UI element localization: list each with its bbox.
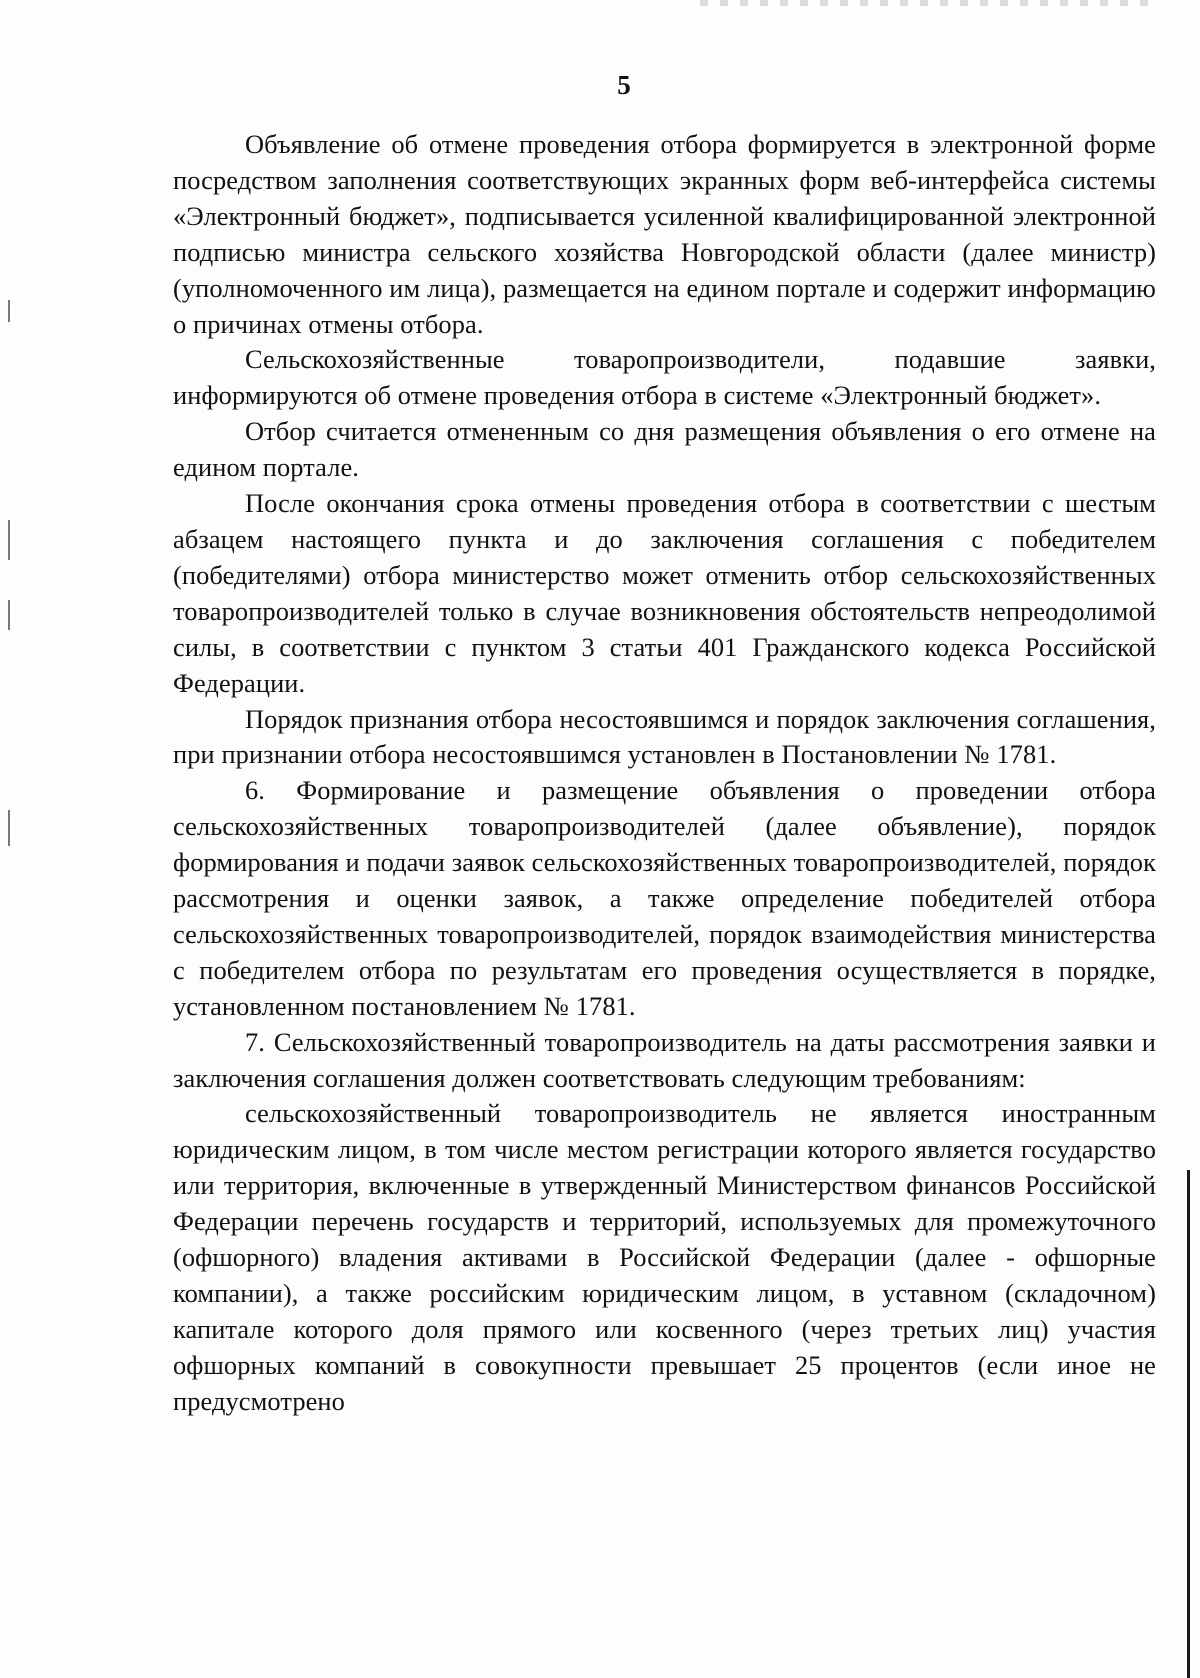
paragraph: Объявление об отмене проведения отбора формируется в электронной форме посредством заполнения соответствующих экранных форм веб-интерфейса системы «Электронный бюджет», подписывается усиленной квалифицированной электронной подписью министра сельского хозяйства Новгородской области (далее министр) (уполномоченного им лица), размещается на едином портале и содержит информацию о причинах отмены отбора. (173, 129, 1156, 339)
paragraph: 6. Формирование и размещение объявления о проведении отбора сельскохозяйственных товаропроизводителей (далее объявление), порядок формирования и подачи заявок сельскохозяйственных товаропроизводителей, порядок рассмотрения и оценки заявок, а также определение победителей отбора сельскохозяйственных товаропроизводителей, порядок взаимодействия министерства с победителем отбора по результатам его проведения осуществляется в порядке, установленном постановлением № 1781. (173, 775, 1156, 1021)
scan-artifact-mark (8, 300, 10, 322)
paragraph: сельскохозяйственный товаропроизводитель не является иностранным юридическим лицом, в том числе местом регистрации которого является государство или территория, включенные в утвержденный Министерством финансов Российской Федерации перечень государств и территорий, используемых для промежуточного (офшорного) владения активами в Российской Федерации (далее - офшорные компании), а также российским юридическим лицом, в уставном (складочном) капитале которого доля прямого или косвенного (через третьих лиц) участия офшорных компаний в совокупности превышает 25 процентов (если иное не предусмотрено (173, 1098, 1156, 1416)
paragraph: Отбор считается отмененным со дня размещения объявления о его отмене на едином портале. (173, 416, 1156, 483)
scan-artifact-mark (8, 600, 10, 630)
scan-artifact-mark (8, 810, 10, 846)
paragraph: Порядок признания отбора несостоявшимся и порядок заключения соглашения, при признании отбора несостоявшимся установлен в Постановлении № 1781. (173, 703, 1156, 770)
document-body (173, 127, 1156, 1420)
paragraph: После окончания срока отмены проведения отбора в соответствии с шестым абзацем настоящего пункта и до заключения соглашения с победителем (победителями) отбора министерство может отменить отбор сельскохозяйственных товаропроизводителей только в случае возникновения обстоятельств непреодолимой силы, в соответствии с пунктом 3 статьи 401 Гражданского кодекса Российской Федерации. (173, 488, 1156, 698)
paragraph: 7. Сельскохозяйственный товаропроизводитель на даты рассмотрения заявки и заключения соглашения должен соответствовать следующим требованиям: (173, 1026, 1156, 1093)
scan-artifact-right-edge (1187, 1170, 1190, 1678)
page-number: 5 (617, 70, 631, 100)
scan-artifact-mark (8, 520, 10, 560)
scan-artifact-top (700, 0, 1160, 6)
paragraph: Сельскохозяйственные товаропроизводители, подавшие заявки, информируются об отмене проведения отбора в системе «Электронный бюджет». (173, 344, 1156, 411)
